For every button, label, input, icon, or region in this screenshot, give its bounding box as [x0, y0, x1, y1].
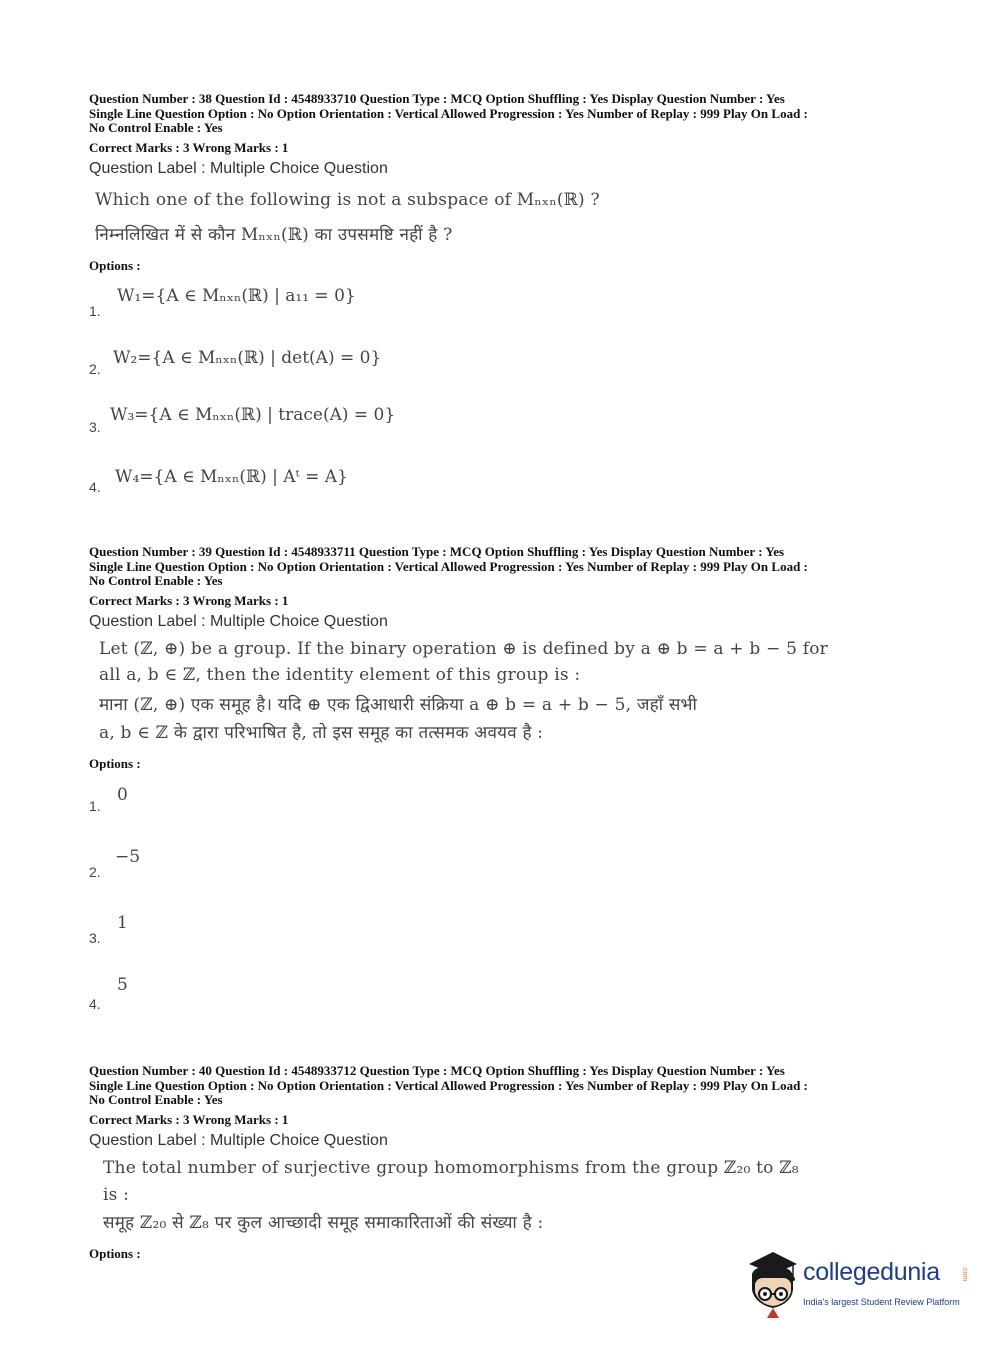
q40-meta: [89, 1064, 919, 1108]
q39-meta: [89, 545, 919, 589]
q40-text-hi: समूह ℤ₂₀ से ℤ₈ पर कुल आच्छादी समूह समाकारिताओं की संख्या है :: [103, 1213, 544, 1233]
q39-text-en-line1: Let (ℤ, ⊕) be a group. If the binary operation ⊕ is defined by a ⊕ b = a + b − 5 for: [99, 639, 828, 659]
q38-option-4-number: 4.: [89, 479, 101, 495]
logo-wordmark: collegedunia: [803, 1258, 940, 1286]
q38-label: Question Label : Multiple Choice Question: [89, 160, 388, 177]
student-mascot-icon: [743, 1250, 803, 1320]
q38-meta-line2: Single Line Question Option : No Option Orientation : Vertical Allowed Progression : Yes Number of Replay : 999 Play On Load :: [89, 105, 808, 121]
collegedunia-logo: [743, 1250, 973, 1320]
q39-option-2-number: 2.: [89, 864, 101, 880]
q39-meta-line3: No Control Enable : Yes: [89, 573, 223, 588]
q38-option-3-text[interactable]: W₃={A ∈ Mₙₓₙ(ℝ) | trace(A) = 0}: [110, 405, 396, 425]
q39-option-1-number: 1.: [89, 798, 101, 814]
q38-option-3-number: 3.: [89, 419, 101, 435]
q39-meta-line2: Single Line Question Option : No Option Orientation : Vertical Allowed Progression : Yes Number of Replay : 999 Play On Load :: [89, 558, 808, 574]
q39-text-hi-line2: a, b ∈ ℤ के द्वारा परिभाषित है, तो इस समूह का तत्समक अवयव है :: [99, 723, 544, 743]
q38-option-2-number: 2.: [89, 361, 101, 377]
q38-options-heading: Options :: [89, 258, 141, 273]
q39-text-hi-line1: माना (ℤ, ⊕) एक समूह है। यदि ⊕ एक द्विआधारी संक्रिया a ⊕ b = a + b − 5, जहाँ सभी: [99, 695, 698, 715]
q38-meta-line1: Question Number : 38 Question Id : 4548933710 Question Type : MCQ Option Shuffling : Yes Display Question Number : Yes: [89, 91, 785, 106]
q38-option-4-text[interactable]: W₄={A ∈ Mₙₓₙ(ℝ) | Aᵗ = A}: [115, 467, 348, 487]
q40-marks: Correct Marks : 3 Wrong Marks : 1: [89, 1112, 289, 1127]
q39-option-3-number: 3.: [89, 930, 101, 946]
q39-option-1-text[interactable]: 0: [117, 785, 128, 805]
q39-option-3-text[interactable]: 1: [117, 913, 128, 933]
q39-text-en-line2: all a, b ∈ ℤ, then the identity element of this group is :: [99, 665, 581, 685]
q40-meta-line1: Question Number : 40 Question Id : 4548933712 Question Type : MCQ Option Shuffling : Yes Display Question Number : Yes: [89, 1063, 785, 1078]
q39-option-2-text[interactable]: −5: [115, 847, 141, 867]
q39-marks: Correct Marks : 3 Wrong Marks : 1: [89, 593, 289, 608]
q40-text-en-line2: is :: [103, 1185, 130, 1205]
q40-meta-line2: Single Line Question Option : No Option Orientation : Vertical Allowed Progression : Yes Number of Replay : 999 Play On Load :: [89, 1077, 808, 1093]
q38-option-1-text[interactable]: W₁={A ∈ Mₙₓₙ(ℝ) | a₁₁ = 0}: [117, 286, 356, 306]
q38-meta: [89, 92, 919, 136]
q38-option-2-text[interactable]: W₂={A ∈ Mₙₓₙ(ℝ) | det(A) = 0}: [113, 348, 382, 368]
q38-text-en: Which one of the following is not a subspace of Mₙₓₙ(ℝ) ?: [95, 190, 600, 210]
q38-meta-line3: No Control Enable : Yes: [89, 120, 223, 135]
q39-option-4-text[interactable]: 5: [117, 975, 128, 995]
q39-label: Question Label : Multiple Choice Question: [89, 613, 388, 630]
q40-options-heading: Options :: [89, 1246, 141, 1261]
logo-tagline: India's largest Student Review Platform: [803, 1297, 960, 1307]
q40-meta-line3: No Control Enable : Yes: [89, 1092, 223, 1107]
q40-label: Question Label : Multiple Choice Question: [89, 1132, 388, 1149]
q38-text-hi: निम्नलिखित में से कौन Mₙₓₙ(ℝ) का उपसमष्टि नहीं है ?: [95, 225, 453, 245]
logo-domain-suffix: .com: [961, 1266, 968, 1282]
q38-marks: Correct Marks : 3 Wrong Marks : 1: [89, 140, 289, 155]
q40-text-en-line1: The total number of surjective group homomorphisms from the group ℤ₂₀ to ℤ₈: [103, 1158, 799, 1178]
q39-meta-line1: Question Number : 39 Question Id : 4548933711 Question Type : MCQ Option Shuffling : Yes Display Question Number : Yes: [89, 544, 785, 559]
q39-option-4-number: 4.: [89, 996, 101, 1012]
q39-options-heading: Options :: [89, 756, 141, 771]
q38-option-1-number: 1.: [89, 303, 101, 319]
